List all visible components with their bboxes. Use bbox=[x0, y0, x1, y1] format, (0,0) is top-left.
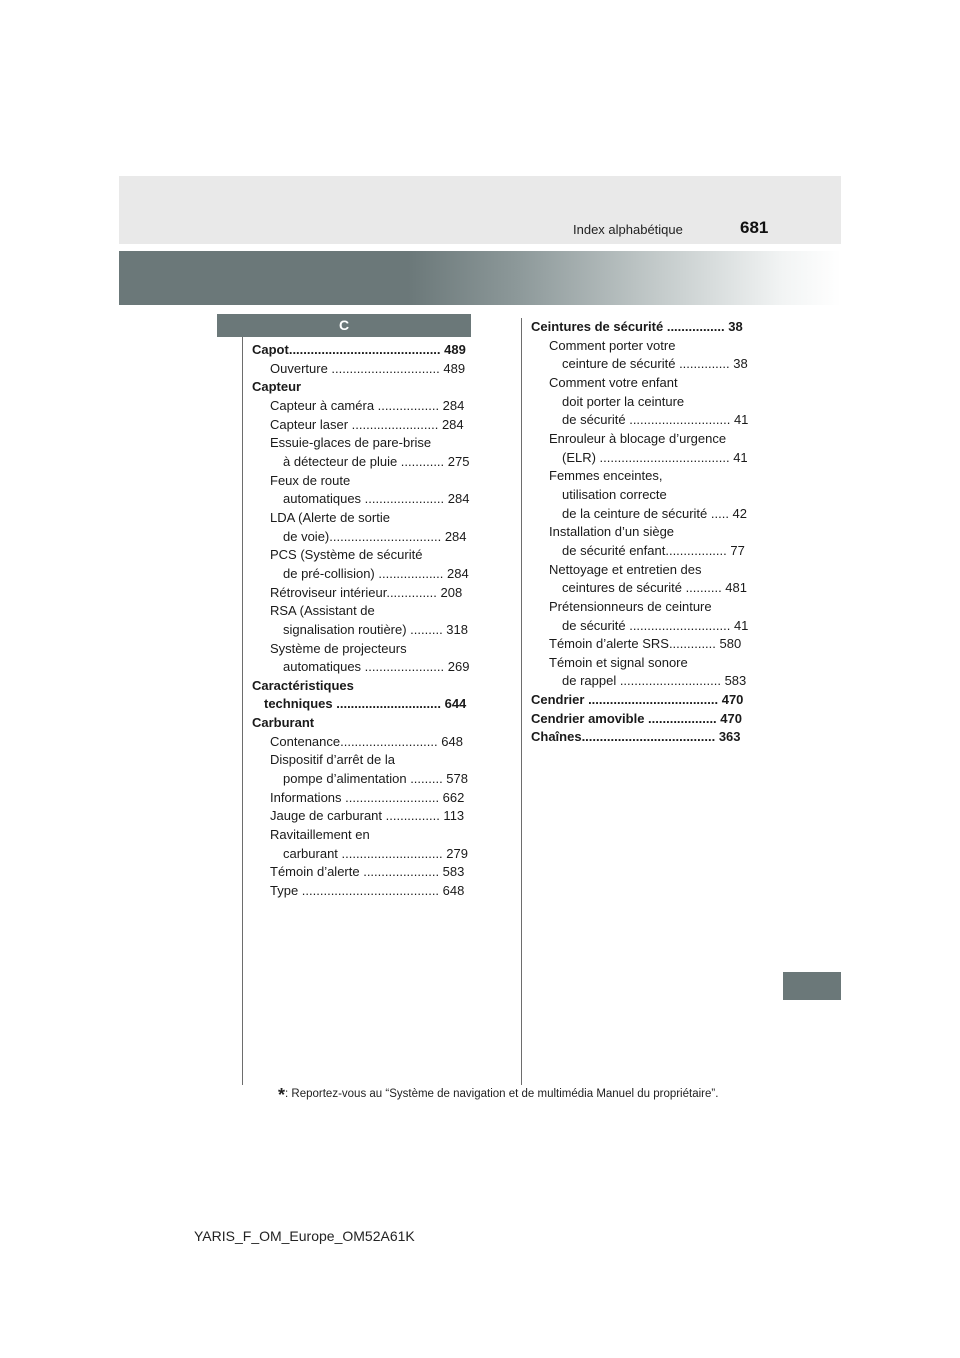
index-subentry: ceinture de sécurité .............. 38 bbox=[562, 356, 748, 372]
index-subentry: de voie)............................... 284 bbox=[283, 528, 467, 544]
index-subentry: de rappel ............................ 583 bbox=[562, 673, 747, 689]
index-subentry: Témoin d’alerte ..................... 583 bbox=[270, 864, 465, 880]
index-subentry: de sécurité enfant................. 77 bbox=[562, 542, 745, 558]
index-subentry: automatiques ...................... 269 bbox=[283, 659, 470, 675]
index-subentry: Jauge de carburant ............... 113 bbox=[270, 808, 465, 824]
index-heading: Ceintures de sécurité ................ 38 bbox=[531, 319, 743, 334]
index-subentry: Comment porter votre bbox=[549, 337, 676, 353]
index-heading: techniques ............................. 644 bbox=[264, 696, 467, 712]
document-id-footer: YARIS_F_OM_Europe_OM52A61K bbox=[194, 1228, 415, 1244]
index-subentry: Feux de route bbox=[270, 472, 351, 488]
index-subentry: Femmes enceintes, bbox=[549, 468, 663, 484]
header-band bbox=[119, 176, 841, 244]
index-subentry: Capteur laser ........................ 284 bbox=[270, 416, 464, 432]
index-subentry: doit porter la ceinture bbox=[562, 393, 685, 409]
index-subentry: ceintures de sécurité .......... 481 bbox=[562, 580, 747, 596]
index-subentry: Comment votre enfant bbox=[549, 374, 678, 390]
index-subentry: RSA (Assistant de bbox=[270, 603, 375, 619]
header-title: Index alphabétique bbox=[573, 222, 683, 237]
footnote bbox=[278, 1085, 718, 1106]
index-subentry: Capteur à caméra ................. 284 bbox=[270, 397, 465, 413]
index-subentry: de sécurité ............................ 41 bbox=[562, 412, 749, 428]
index-subentry: automatiques ...................... 284 bbox=[283, 491, 470, 507]
index-subentry: de la ceinture de sécurité ..... 42 bbox=[562, 505, 747, 521]
index-subentry: Informations .......................... 662 bbox=[270, 789, 465, 805]
index-subentry: Témoin et signal sonore bbox=[549, 654, 688, 670]
index-subentry: Essuie-glaces de pare-brise bbox=[270, 435, 432, 451]
index-subentry: LDA (Alerte de sortie bbox=[270, 509, 390, 525]
index-heading: Cendrier amovible ................... 470 bbox=[531, 710, 742, 726]
index-subentry: Enrouleur à blocage d’urgence bbox=[549, 430, 727, 446]
index-subentry: à détecteur de pluie ............ 275 bbox=[283, 453, 470, 469]
index-subentry: de sécurité ............................ 41 bbox=[562, 617, 749, 633]
index-heading: Capteur bbox=[252, 379, 302, 395]
index-subentry: Prétensionneurs de ceinture bbox=[549, 598, 712, 614]
index-subentry: signalisation routière) ......... 318 bbox=[283, 621, 468, 637]
footnote-text: : Reportez-vous au “Système de navigation et de multimédia Manuel du propriétaire”. bbox=[285, 1088, 719, 1100]
section-gradient-bar bbox=[119, 251, 841, 305]
middle-column-divider bbox=[521, 318, 522, 1085]
index-heading: Carburant bbox=[252, 715, 315, 731]
index-subentry: (ELR) .................................... 41 bbox=[562, 449, 748, 465]
index-subentry: PCS (Système de sécurité bbox=[270, 547, 423, 563]
right-index-column bbox=[531, 318, 750, 747]
index-heading: Caractéristiques bbox=[252, 677, 354, 693]
page-number: 681 bbox=[740, 218, 769, 237]
index-subentry: carburant ............................ 279 bbox=[283, 845, 468, 861]
index-subentry: Système de projecteurs bbox=[270, 640, 407, 656]
index-subentry: Témoin d’alerte SRS............. 580 bbox=[549, 636, 742, 652]
section-letter-tab: C bbox=[217, 314, 471, 337]
index-heading: Cendrier .................................... 470 bbox=[531, 692, 744, 708]
index-subentry: Ouverture .............................. 489 bbox=[270, 360, 466, 376]
side-thumb-tab bbox=[783, 972, 841, 1000]
footnote-marker: * bbox=[278, 1085, 286, 1105]
index-subentry: de pré-collision) .................. 284 bbox=[283, 565, 469, 581]
index-subentry: Installation d’un siège bbox=[549, 524, 675, 540]
index-subentry: utilisation correcte bbox=[562, 486, 667, 502]
left-index-column bbox=[252, 341, 471, 901]
left-column-divider bbox=[242, 337, 243, 1085]
index-subentry: Ravitaillement en bbox=[270, 827, 370, 843]
index-subentry: pompe d’alimentation ......... 578 bbox=[283, 771, 468, 787]
index-subentry: Rétroviseur intérieur.............. 208 bbox=[270, 584, 463, 600]
index-subentry: Nettoyage et entretien des bbox=[549, 561, 702, 577]
index-subentry: Contenance........................... 648 bbox=[270, 733, 463, 749]
index-subentry: Dispositif d’arrêt de la bbox=[270, 752, 395, 768]
index-subentry: Type ...................................... 648 bbox=[270, 883, 465, 899]
index-heading: Capot.......................................... 489 bbox=[252, 342, 466, 357]
index-heading: Chaînes..................................... 363 bbox=[531, 729, 741, 745]
